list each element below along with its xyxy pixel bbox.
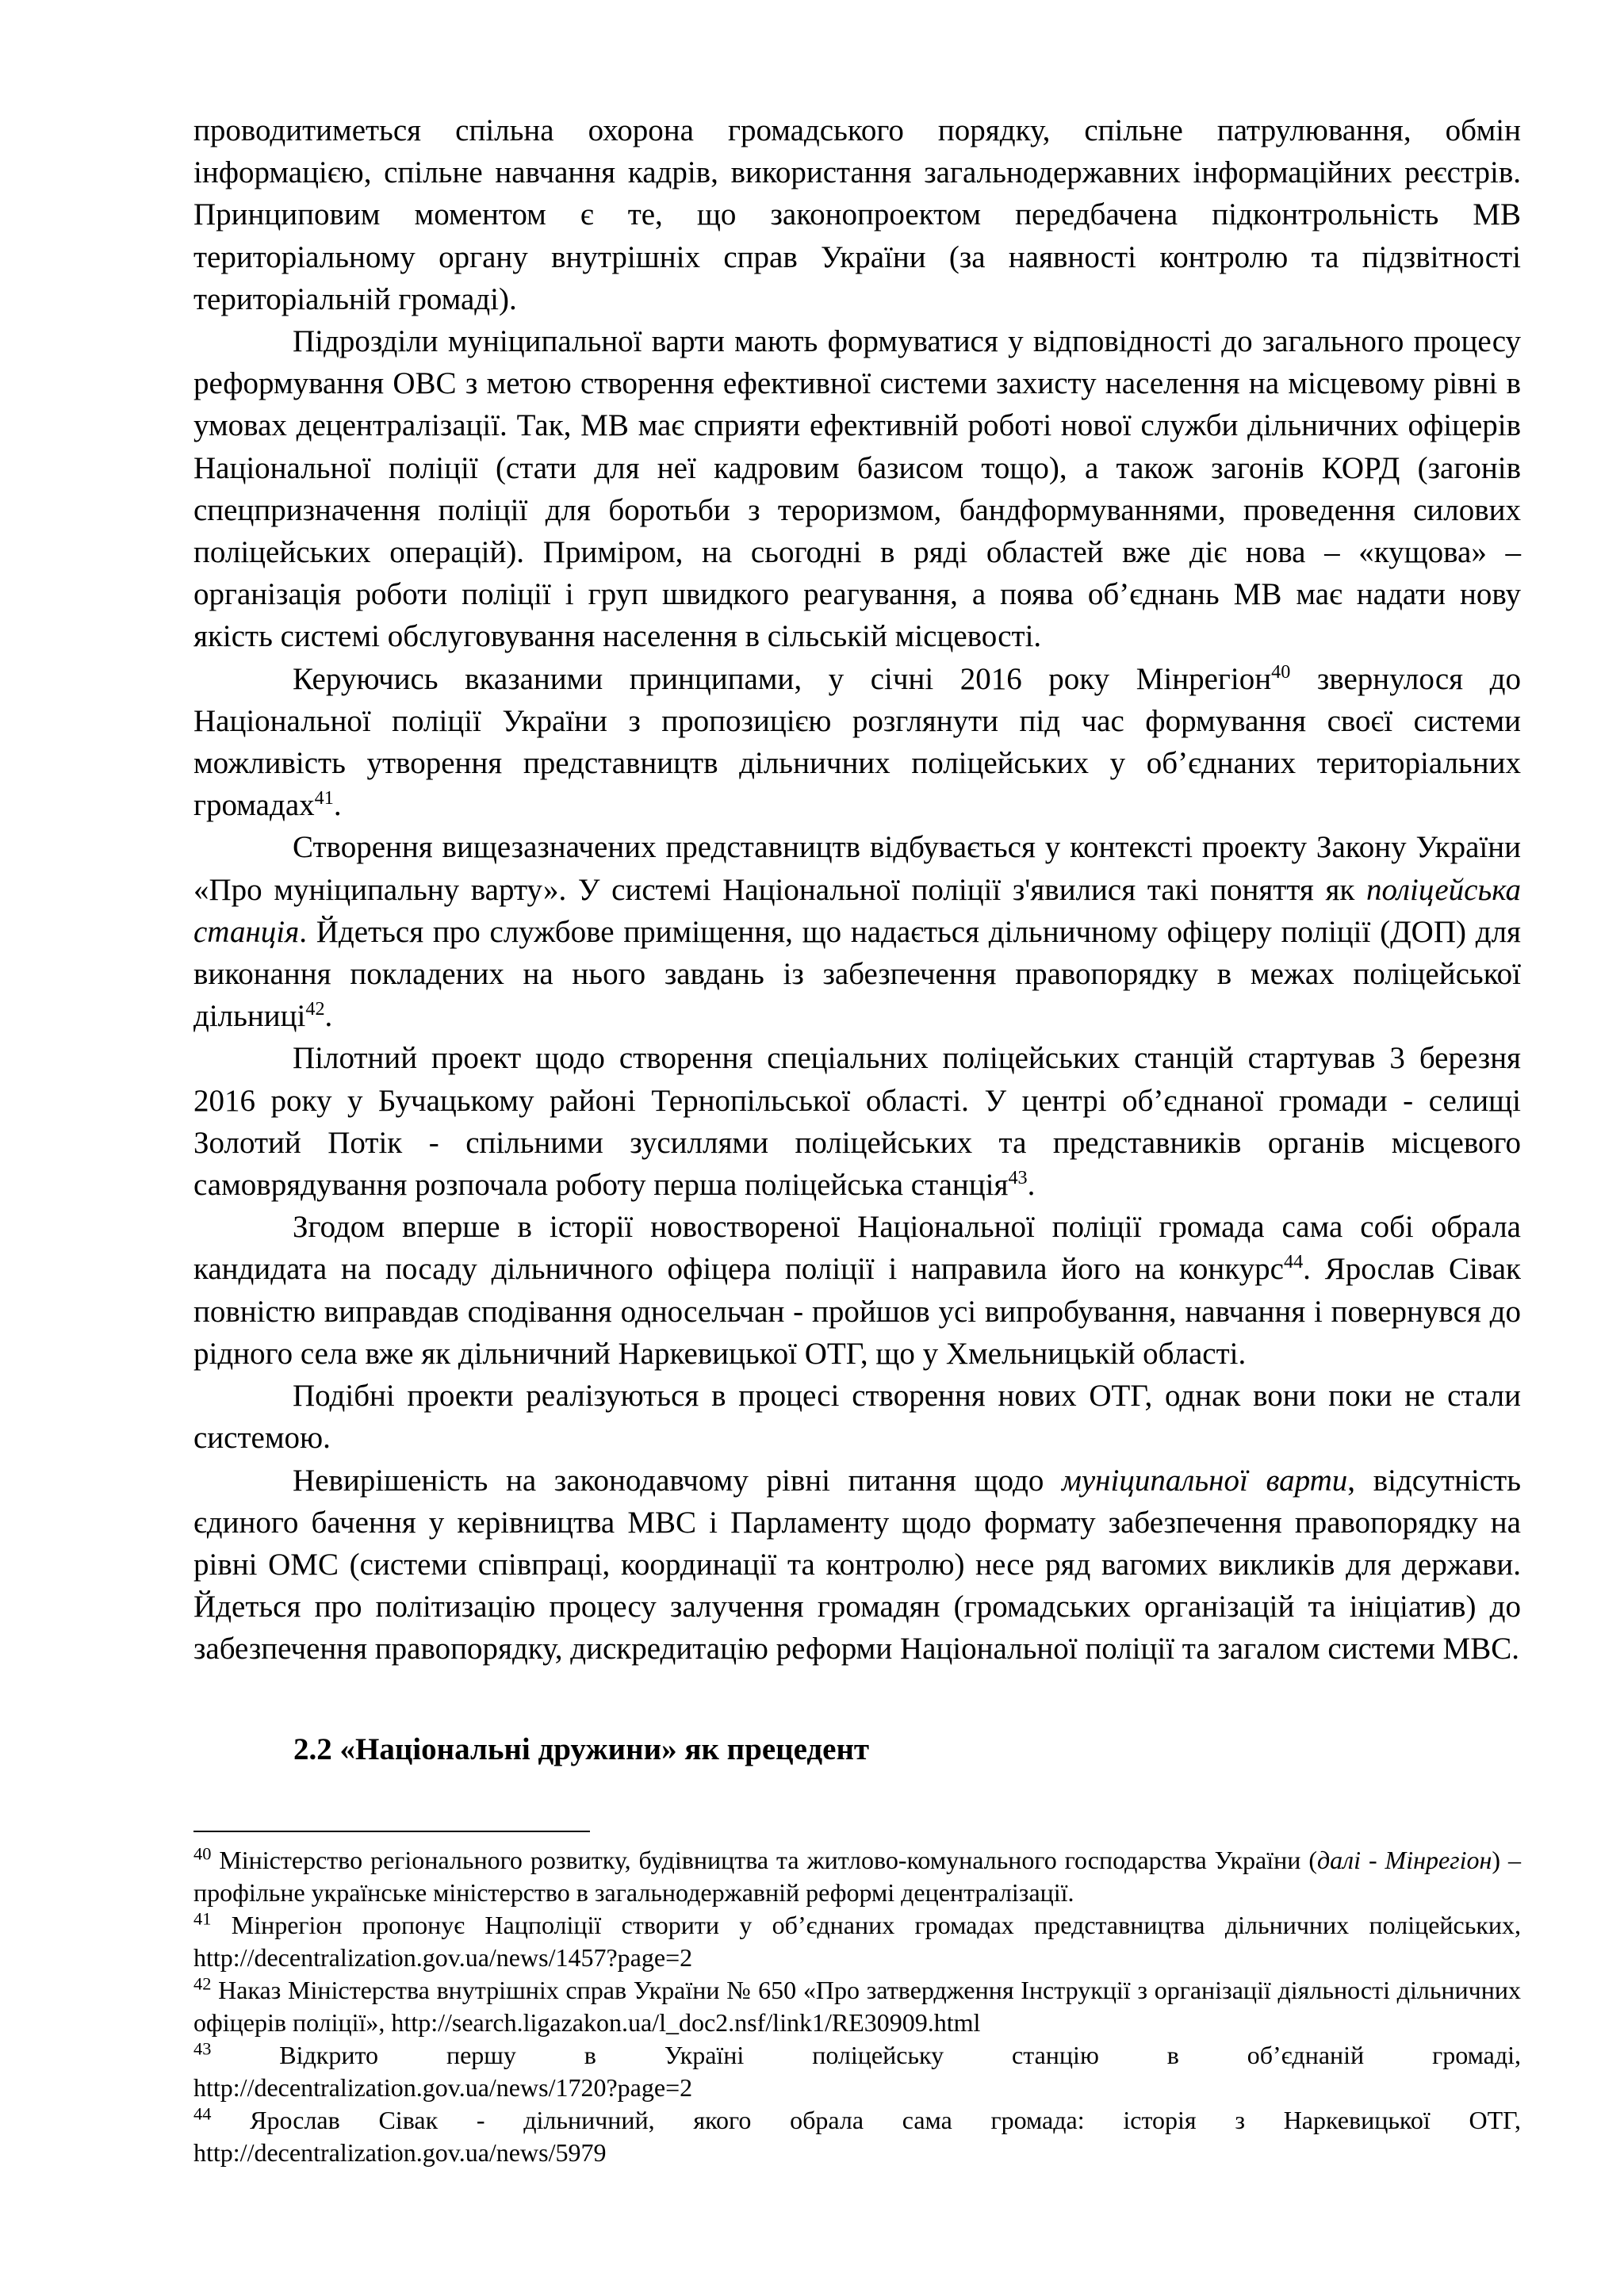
paragraph-5 bbox=[193, 1037, 1521, 1206]
paragraph-4-text-b: . Йдеться про службове приміщення, що надається дільничному офіцеру поліції (ДОП) для виконання покладених на нього завдань із забезпечення правопорядку в межах поліцейської дільниці bbox=[193, 914, 1521, 1034]
footnote-number: 43 bbox=[193, 2038, 212, 2059]
footnote-ref-41[interactable]: 41 bbox=[314, 787, 334, 809]
footnote-41-link[interactable]: http://decentralization.gov.ua/news/1457?page=2 bbox=[193, 1943, 693, 1972]
footnote-44-link[interactable]: http://decentralization.gov.ua/news/5979 bbox=[193, 2138, 607, 2167]
paragraph-7: Подібні проекти реалізуються в процесі створення нових ОТГ, однак вони поки не стали системою. bbox=[193, 1379, 1521, 1456]
footnote-40 bbox=[193, 1844, 1521, 1909]
paragraph-4-italic-term: поліцейська станція bbox=[193, 872, 1521, 949]
paragraph-6-text-a: Згодом вперше в історії новоствореної Національної поліції громада сама собі обрала кандидата на посаду дільничного офіцера поліції і направила його на конкурс bbox=[193, 1210, 1521, 1287]
paragraph-8-text-b: , відсутність єдиного бачення у керівництва МВС і Парламенту щодо формату забезпечення правопорядку на рівні ОМС (системи співпраці, координації та контролю) несе ряд вагомих викликів для держави. Йдеться про політизацію процесу залучення громадян (громадських організацій та ініціатив) до забезпечення правопорядку, дискредитацію реформи Національної поліції та загалом системи МВС. bbox=[193, 1463, 1521, 1667]
paragraph-6-text-b: . Ярослав Сівак повністю виправдав сподівання односельчан - пройшов усі випробування, навчання і повернувся до рідного села вже як дільничний Наркевицької ОТГ, що у Хмельницькій області. bbox=[193, 1252, 1521, 1371]
paragraph-4-text-a: Створення вищезазначених представництв відбувається у контексті проекту Закону України «Про муніципальну варту». У системі Національної поліції з'явилися такі поняття як bbox=[193, 830, 1521, 907]
footnote-ref-40[interactable]: 40 bbox=[1271, 660, 1291, 683]
footnote-number: 41 bbox=[193, 1908, 212, 1929]
paragraph-3-text-a: Керуючись вказаними принципами, у січні 2016 року Мінрегіон bbox=[293, 661, 1272, 696]
footnote-text: Міністерство регіонального розвитку, будівництва та житлово-комунального господарства України ( bbox=[211, 1846, 1317, 1874]
section-heading: 2.2 «Національні дружини» як прецедент bbox=[293, 1732, 870, 1766]
paragraph-4 bbox=[193, 826, 1521, 1037]
footnotes bbox=[193, 1844, 1521, 2169]
footnote-43-link[interactable]: http://decentralization.gov.ua/news/1720?page=2 bbox=[193, 2073, 693, 2102]
footnote-text: ) – профільне українське міністерство в загальнодержавній реформі децентралізації. bbox=[193, 1846, 1522, 1907]
footnote-44 bbox=[193, 2104, 1521, 2137]
footnote-42 bbox=[193, 1974, 1521, 2039]
document-body bbox=[193, 109, 1521, 1670]
paragraph-6 bbox=[193, 1206, 1521, 1375]
paragraph-3-text-b: звернулося до Національної поліції України з пропозицією розглянути під час формування своєї системи можливість утворення представництв дільничних поліцейських у об’єднаних територіальних громадах bbox=[193, 661, 1521, 823]
footnote-43 bbox=[193, 2039, 1521, 2072]
paragraph-8-italic-term: муніципальної варти bbox=[1061, 1463, 1348, 1498]
footnote-italic: далі - Мінрегіон bbox=[1316, 1846, 1492, 1874]
footnote-number: 44 bbox=[193, 2103, 212, 2124]
footnote-41 bbox=[193, 1909, 1521, 1942]
paragraph-3-text-c: . bbox=[333, 788, 342, 823]
paragraph-8 bbox=[193, 1460, 1521, 1670]
footnote-text: Мінрегіон пропонує Нацполіції створити у об’єднаних громадах представництва дільничних поліцейських, bbox=[211, 1911, 1521, 1939]
footnote-ref-43[interactable]: 43 bbox=[1008, 1167, 1028, 1189]
paragraph-5-text-b: . bbox=[1027, 1168, 1036, 1203]
footnote-separator bbox=[193, 1831, 590, 1832]
footnote-text: Ярослав Сівак - дільничний, якого обрала сама громада: історія з Наркевицької ОТГ, bbox=[211, 2106, 1521, 2134]
footnote-text: Наказ Міністерства внутрішніх справ України № 650 «Про затвердження Інструкції з організації діяльності дільничних офіцерів поліції», http://search.ligazakon.ua/l_doc2.nsf/link1/RE30909.html bbox=[193, 1976, 1521, 2037]
footnote-ref-44[interactable]: 44 bbox=[1283, 1251, 1304, 1273]
footnote-number: 40 bbox=[193, 1843, 212, 1864]
paragraph-3 bbox=[193, 658, 1521, 827]
paragraph-5-text-a: Пілотний проект щодо створення спеціальних поліцейських станцій стартував 3 березня 2016 року у Бучацькому районі Тернопільської області. У центрі об’єднаної громади - селищі Золотий Потік - спільними зусиллями поліцейських та представників органів місцевого самоврядування розпочала роботу перша поліцейська станція bbox=[193, 1041, 1521, 1203]
paragraph-1: проводитиметься спільна охорона громадського порядку, спільне патрулювання, обмін інформацією, спільне навчання кадрів, використання загальнодержавних інформаційних реєстрів. Принциповим моментом є те, що законопроектом передбачена підконтрольність МВ територіальному органу внутрішніх справ України (за наявності контролю та підзвітності територіальній громаді). bbox=[193, 113, 1521, 316]
paragraph-4-text-c: . bbox=[324, 999, 333, 1034]
footnote-text: Відкрито першу в Україні поліцейську станцію в об’єднаній громаді, bbox=[211, 2041, 1521, 2069]
footnote-number: 42 bbox=[193, 1973, 212, 1994]
paragraph-8-text-a: Невирішеність на законодавчому рівні питання щодо bbox=[293, 1463, 1062, 1498]
footnote-ref-42[interactable]: 42 bbox=[305, 998, 325, 1020]
paragraph-2: Підрозділи муніципальної варти мають формуватися у відповідності до загального процесу реформування ОВС з метою створення ефективної системи захисту населення на місцевому рівні в умовах децентралізації. Так, МВ має сприяти ефективній роботі нової служби дільничних офіцерів Національної поліції (стати для неї кадровим базисом тощо), а також загонів КОРД (загонів спецпризначення поліції для боротьби з тероризмом, бандформуваннями, проведення силових поліцейських операцій). Приміром, на сьогодні в ряді областей вже діє нова – «кущова» – організація роботи поліції і груп швидкого реагування, а поява об’єднань МВ має надати нову якість системі обслуговування населення в сільській місцевості. bbox=[193, 324, 1521, 654]
